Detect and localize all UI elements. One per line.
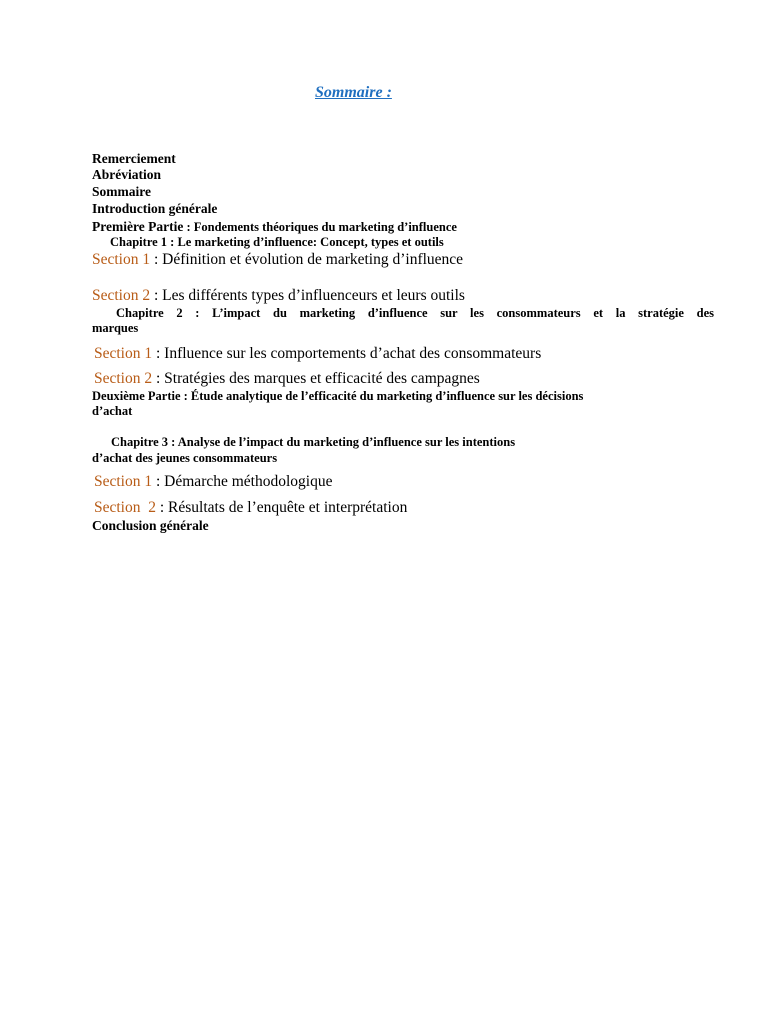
- section-label: Section 2: [92, 287, 151, 304]
- toc-introduction: Introduction générale: [92, 201, 218, 216]
- toc-chapitre-3-line-1: Chapitre 3 : Analyse de l’impact du marketing d’influence sur les intentions: [111, 435, 516, 449]
- section-label: Section 1: [94, 473, 153, 490]
- toc-partie-1: [92, 218, 457, 236]
- section-label: Section 1: [94, 345, 153, 362]
- section-label: Section 1: [92, 251, 151, 268]
- toc-partie-2-line-1: Deuxième Partie : Étude analytique de l’efficacité du marketing d’influence sur les décisions: [92, 389, 584, 403]
- section-title: : Stratégies des marques et efficacité des campagnes: [152, 370, 480, 387]
- toc-chapitre-3-section-1: [94, 473, 332, 491]
- section-title: : Influence sur les comportements d’achat des consommateurs: [152, 345, 542, 362]
- toc-chapitre-3-line-2: d’achat des jeunes consommateurs: [92, 451, 278, 465]
- section-title: : Les différents types d’influenceurs et leurs outils: [150, 287, 465, 304]
- page-title: Sommaire :: [315, 84, 392, 101]
- toc-remerciement: Remerciement: [92, 151, 176, 166]
- toc-chapitre-2-line-1: Chapitre 2 : L’impact du marketing d’influence sur les consommateurs et la stratégie des: [116, 306, 714, 320]
- toc-abreviation: Abréviation: [92, 167, 161, 182]
- toc-partie-2-line-2: d’achat: [92, 404, 133, 418]
- toc-chapitre-1-section-1: [92, 251, 463, 269]
- partie-1-prefix: Première Partie: [92, 219, 184, 234]
- section-title: : Résultats de l’enquête et interprétation: [156, 499, 408, 516]
- toc-chapitre-2-line-2: marques: [92, 321, 139, 335]
- toc-chapitre-3-section-2: [94, 499, 407, 517]
- partie-1-title: : Fondements théoriques du marketing d’influence: [183, 220, 457, 234]
- toc-chapitre-1: Chapitre 1 : Le marketing d’influence: Concept, types et outils: [110, 235, 444, 249]
- section-title: : Démarche méthodologique: [152, 473, 333, 490]
- toc-chapitre-2-section-1: [94, 345, 541, 363]
- toc-sommaire: Sommaire: [92, 184, 151, 199]
- section-label: Section 2: [94, 370, 153, 387]
- toc-chapitre-1-section-2: [92, 287, 465, 305]
- section-title: : Définition et évolution de marketing d’influence: [150, 251, 464, 268]
- section-label: Section 2: [94, 499, 156, 516]
- toc-conclusion: Conclusion générale: [92, 518, 209, 533]
- toc-chapitre-2-section-2: [94, 370, 480, 388]
